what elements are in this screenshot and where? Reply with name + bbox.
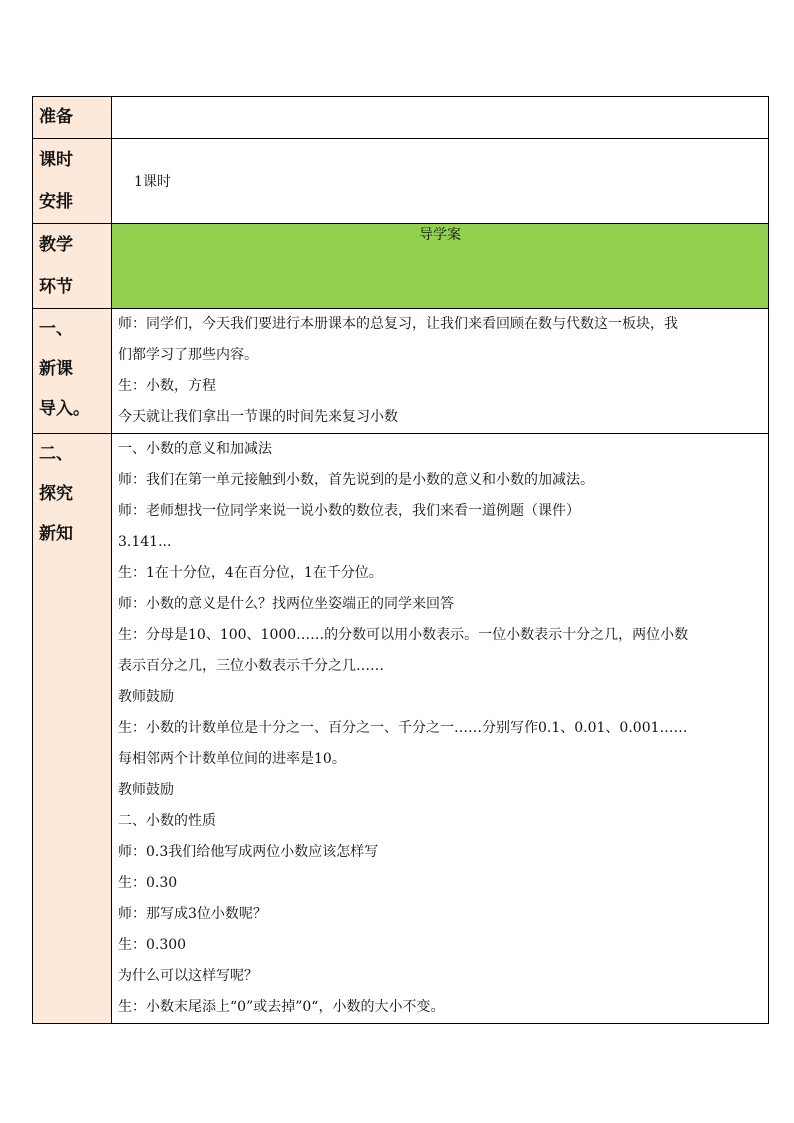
text-line: 生：小数的计数单位是十分之一、百分之一、千分之一……分别写作0.1、0.01、0.001……: [118, 720, 688, 736]
label-text: 课时: [39, 150, 73, 170]
text-line: 师：老师想找一位同学来说一说小数的数位表，我们来看一道例题（课件）: [118, 503, 580, 519]
label-text: 新知: [39, 524, 73, 544]
text-line: 生：0.300: [118, 937, 187, 953]
row-preparation: [33, 97, 769, 139]
label-text: 安排: [39, 192, 73, 212]
text-line: 师：我们在第一单元接触到小数，首先说到的是小数的意义和小数的加减法。: [118, 472, 594, 488]
label-cell: [33, 224, 112, 309]
text-line: 生：小数，方程: [118, 378, 216, 394]
exploration-content: [112, 434, 769, 1024]
text-line: 生：小数末尾添上“0”或去掉”0“，小数的大小不变。: [118, 999, 445, 1015]
label-cell: [33, 139, 112, 224]
label-cell: [33, 309, 112, 434]
label-text: 一、: [39, 319, 73, 339]
label-text: 教学: [39, 235, 73, 255]
label-text: 二、: [39, 444, 73, 464]
text-line: 教师鼓励: [118, 782, 174, 798]
text-line: 一、小数的意义和加减法: [118, 441, 272, 457]
lesson-plan-table: [32, 96, 769, 1024]
text-line: 为什么可以这样写呢？: [118, 968, 258, 984]
label-text: 新课: [39, 359, 73, 379]
text-line: 师：那写成3位小数呢？: [118, 906, 267, 922]
text-line: 今天就让我们拿出一节课的时间先来复习小数: [118, 409, 398, 425]
guided-study-header: 导学案: [112, 224, 769, 309]
text-line: 生：分母是10、100、1000……的分数可以用小数表示。一位小数表示十分之几，两位小数: [118, 627, 689, 643]
text-line: 每相邻两个计数单位间的进率是10。: [118, 751, 346, 767]
row-exploration: [33, 434, 769, 1024]
label-text: 准备: [39, 107, 73, 127]
text-line: 表示百分之几，三位小数表示千分之几……: [118, 658, 384, 674]
text-line: 们都学习了那些内容。: [118, 347, 258, 363]
row-class-hours: [33, 139, 769, 224]
row-introduction: [33, 309, 769, 434]
introduction-content: [112, 309, 769, 434]
class-hours-content: 1课时: [112, 139, 769, 224]
row-teaching-stage: [33, 224, 769, 309]
label-cell: [33, 97, 112, 139]
label-text: 导入。: [39, 399, 90, 419]
text-line: 二、小数的性质: [118, 813, 216, 829]
text-line: 师：小数的意义是什么？找两位坐姿端正的同学来回答: [118, 596, 454, 612]
text-line: 生：0.30: [118, 875, 178, 891]
text-line: 生：1在十分位，4在百分位，1在千分位。: [118, 565, 383, 581]
text-line: 师：同学们，今天我们要进行本册课本的总复习，让我们来看回顾在数与代数这一板块，我: [118, 316, 678, 332]
label-cell: [33, 434, 112, 1024]
label-text: 探究: [39, 484, 73, 504]
preparation-content: [112, 97, 769, 139]
text-line: 师：0.3我们给他写成两位小数应该怎样写: [118, 844, 379, 860]
text-line: 教师鼓励: [118, 689, 174, 705]
label-text: 环节: [39, 277, 73, 297]
text-line: 3.141...: [118, 534, 172, 550]
